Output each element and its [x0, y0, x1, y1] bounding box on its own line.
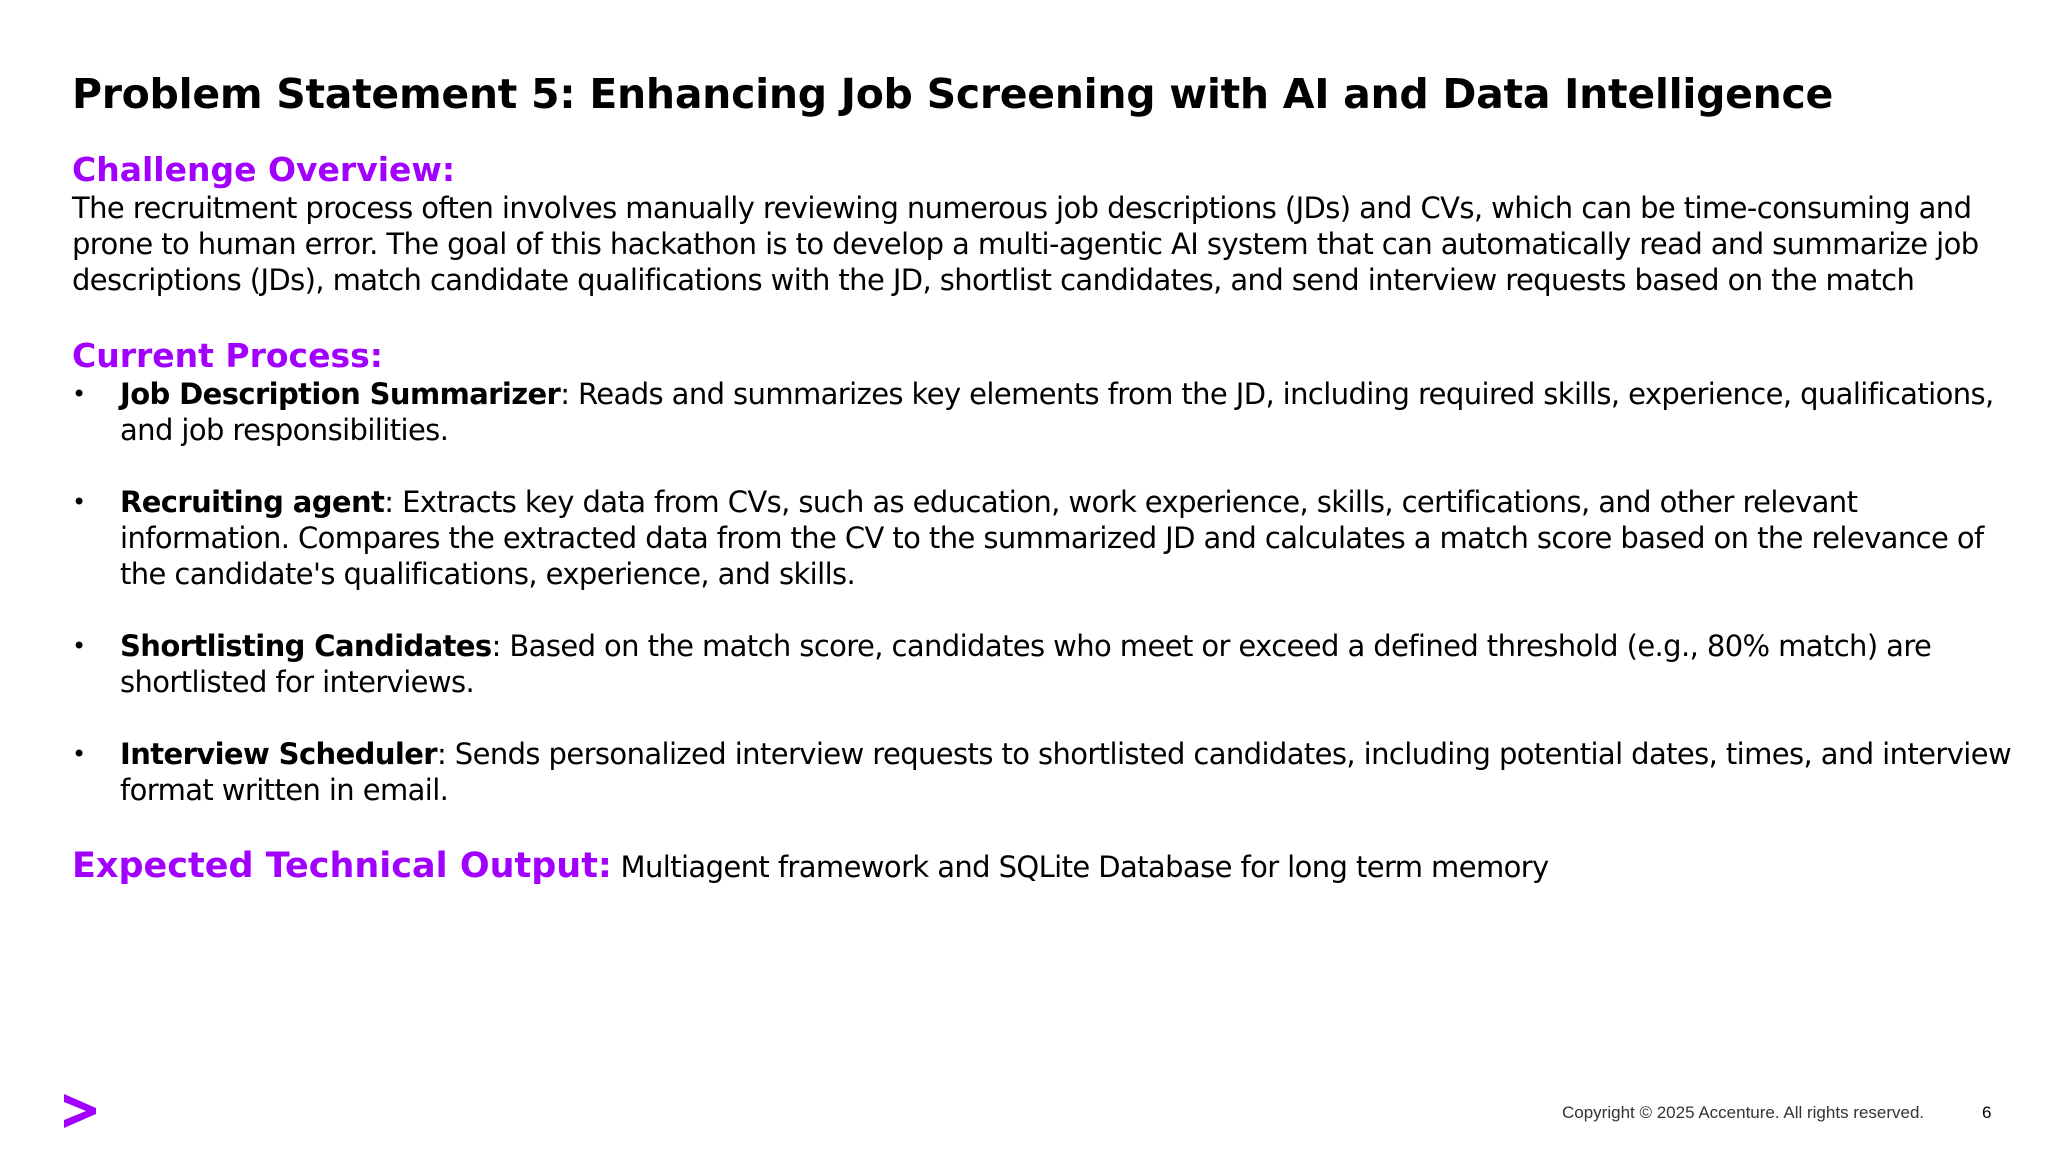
- process-list: [72, 376, 2012, 808]
- list-item-term: Interview Scheduler: [120, 737, 437, 771]
- list-item: [72, 376, 2012, 448]
- expected-output-section: [72, 846, 2012, 886]
- list-item-text: : Extracts key data from CVs, such as education, work experience, skills, certifications, and other relevant information. Compares the extracted data from the CV to the summarized JD and calculates a match score based on the relevance of the candidate's qualifications, experience, and skills.: [120, 485, 1984, 591]
- challenge-heading: Challenge Overview:: [72, 150, 456, 189]
- list-item-term: Job Description Summarizer: [120, 377, 561, 411]
- slide-content: [72, 150, 2012, 886]
- bullet-icon: •: [72, 380, 86, 408]
- accenture-chevron-logo-icon: [62, 1092, 98, 1130]
- expected-text: Multiagent framework and SQLite Database for long term memory: [611, 850, 1549, 884]
- list-item-text: : Reads and summarizes key elements from the JD, including required skills, experience, qualifications, and job responsibilities.: [120, 377, 1994, 447]
- list-item: [72, 484, 2012, 592]
- bullet-icon: •: [72, 632, 86, 660]
- list-item-term: Shortlisting Candidates: [120, 629, 492, 663]
- slide-title: Problem Statement 5: Enhancing Job Screening with AI and Data Intelligence: [72, 70, 1834, 118]
- list-item-term: Recruiting agent: [120, 485, 385, 519]
- bullet-icon: •: [72, 740, 86, 768]
- process-section: [72, 336, 2012, 808]
- list-item-text: : Sends personalized interview requests to shortlisted candidates, including potential dates, times, and interview format written in email.: [120, 737, 2012, 807]
- page-number: 6: [1982, 1103, 1992, 1122]
- logo-chevron-shape: [64, 1094, 96, 1128]
- list-item: [72, 736, 2012, 808]
- copyright-text: Copyright © 2025 Accenture. All rights reserved.: [1562, 1103, 1925, 1122]
- bullet-icon: •: [72, 488, 86, 516]
- list-item-text: : Based on the match score, candidates who meet or exceed a defined threshold (e.g., 80% match) are shortlisted for interviews.: [120, 629, 1932, 699]
- challenge-section: [72, 150, 2012, 298]
- challenge-text: The recruitment process often involves manually reviewing numerous job descriptions (JDs) and CVs, which can be time-consuming and prone to human error. The goal of this hackathon is to develop a multi-agentic AI system that can automatically read and summarize job descriptions (JDs), match candidate qualifications with the JD, shortlist candidates, and send interview requests based on the match: [72, 191, 1979, 297]
- expected-heading: Expected Technical Output:: [72, 846, 612, 886]
- list-item: [72, 628, 2012, 700]
- process-heading: Current Process:: [72, 336, 383, 375]
